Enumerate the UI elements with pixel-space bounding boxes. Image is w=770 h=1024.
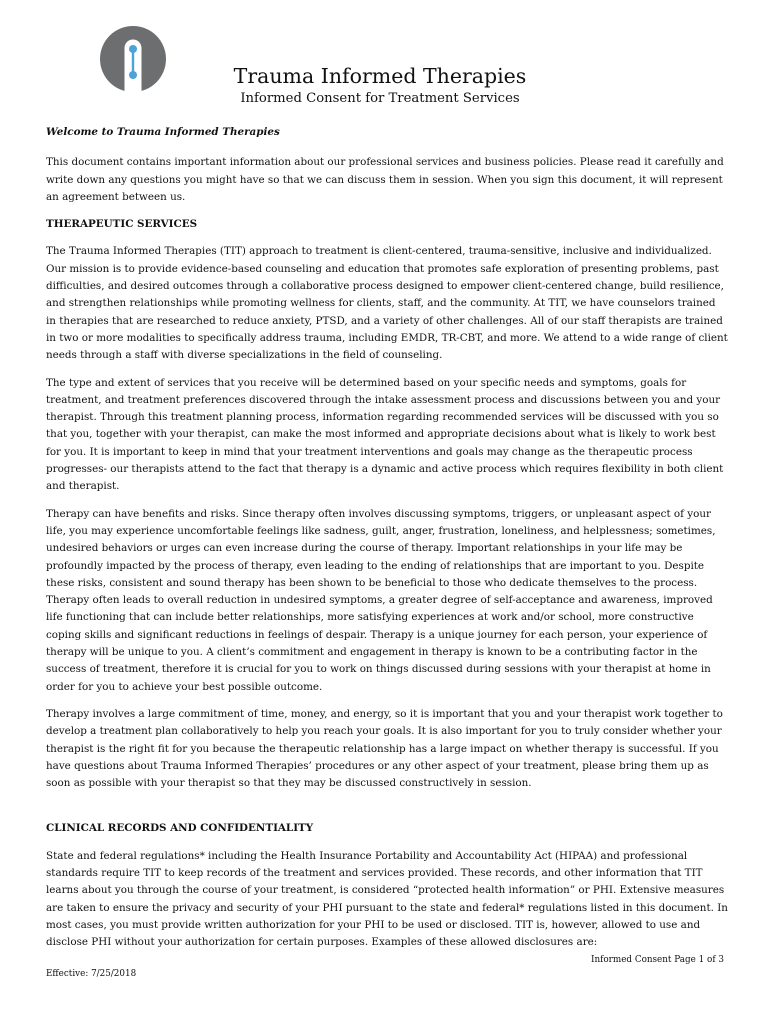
- therapeutic-paragraph-4: Therapy involves a large commitment of time, money, and energy, so it is important that you and your therapist work together to develop a treatment plan collaboratively to help you reach your goals. It is also important for you to truly consider whether your therapist is the right fit for you because the therapeutic relationship has a large impact on whether therapy is successful. If you have questions about Trauma Informed Therapies’ procedures or any other aspect of your treatment, please bring them up as soon as possible with your therapist so that they may be discussed constructively in session.: [46, 707, 723, 790]
- therapeutic-services-heading: THERAPEUTIC SERVICES: [46, 218, 198, 231]
- document-subtitle: Informed Consent for Treatment Services: [240, 91, 520, 106]
- document-title: Trauma Informed Therapies: [233, 64, 527, 88]
- document-body: [46, 124, 728, 961]
- therapeutic-paragraph-3: Therapy can have benefits and risks. Since therapy often involves discussing symptoms, triggers, or unpleasant aspect of your life, you may experience uncomfortable feelings like sadness, guilt, anger, frustration, loneliness, and helplessness; sometimes, undesired behaviors or urges can even increase during the course of therapy. Important relationships in your life may be profoundly impacted by the process of therapy, even leading to the ending of relationships that are important to you. Despite these risks, consistent and sound therapy has been shown to be beneficial to those who dedicate themselves to the process. Therapy often leads to overall reduction in undesired symptoms, a greater degree of self-acceptance and awareness, improved life functioning that can include better relationships, more satisfying experiences at work and/or school, more constructive coping skills and significant reductions in feelings of despair. Therapy is a unique journey for each person, your experience of therapy will be unique to you. A client’s commitment and engagement in therapy is known to be a contributing factor in the success of treatment, therefore it is crucial for you to work on things discussed during sessions with your therapist at home in order for you to achieve your best possible outcome.: [46, 507, 716, 693]
- welcome-heading: Welcome to Trauma Informed Therapies: [46, 126, 280, 138]
- therapeutic-paragraph-1: The Trauma Informed Therapies (TIT) approach to treatment is client-centered, trauma-sensitive, inclusive and individualized. Our mission is to provide evidence-based counseling and education that promotes safe exploration of presenting problems, past difficulties, and desired outcomes through a collaborative process designed to empower client-centered change, build resilience, and strengthen relationships while promoting wellness for clients, staff, and the community. At TIT, we have counselors trained in therapies that are researched to reduce anxiety, PTSD, and a variety of other challenges. All of our staff therapists are trained in two or more modalities to specifically address trauma, including EMDR, TR-CBT, and more. We attend to a wide range of client needs through a staff with diverse specializations in the field of counseling.: [46, 245, 728, 362]
- therapeutic-paragraph-2: The type and extent of services that you receive will be determined based on your specific needs and symptoms, goals for treatment, and treatment preferences discovered through the intake assessment process and discussions between you and your therapist. Through this treatment planning process, information regarding recommended services will be discussed with you so that you, together with your therapist, can make the most informed and appropriate decisions about what is likely to work best for you. It is important to keep in mind that your treatment interventions and goals may change as the therapeutic process progresses- our therapists attend to the fact that therapy is a dynamic and active process which requires flexibility in both client and therapist.: [46, 376, 724, 493]
- page-number: Informed Consent Page 1 of 3: [590, 955, 724, 965]
- person-keyhole-logo-icon: [100, 26, 166, 92]
- clinical-records-heading: CLINICAL RECORDS AND CONFIDENTIALITY: [46, 822, 314, 835]
- intro-paragraph: This document contains important information about our professional services and business policies. Please read it carefully and write down any questions you might have so that we can discuss them in session. When you sign this document, it will represent an agreement between us.: [46, 156, 724, 203]
- section-spacer: [46, 802, 728, 820]
- effective-date: Effective: 7/25/2018: [46, 969, 137, 979]
- clinical-records-paragraph: State and federal regulations* including the Health Insurance Portability and Accountability Act (HIPAA) and professional standards require TIT to keep records of the treatment and services provided. These records, and other information that TIT learns about you through the course of your treatment, is considered “protected health information” or PHI. Extensive measures are taken to ensure the privacy and security of your PHI pursuant to the state and federal* regulations listed in this document. In most cases, you must provide written authorization for your PHI to be used or disclosed. TIT is, however, allowed to use and disclose PHI without your authorization for certain purposes. Examples of these allowed disclosures are:: [46, 849, 728, 949]
